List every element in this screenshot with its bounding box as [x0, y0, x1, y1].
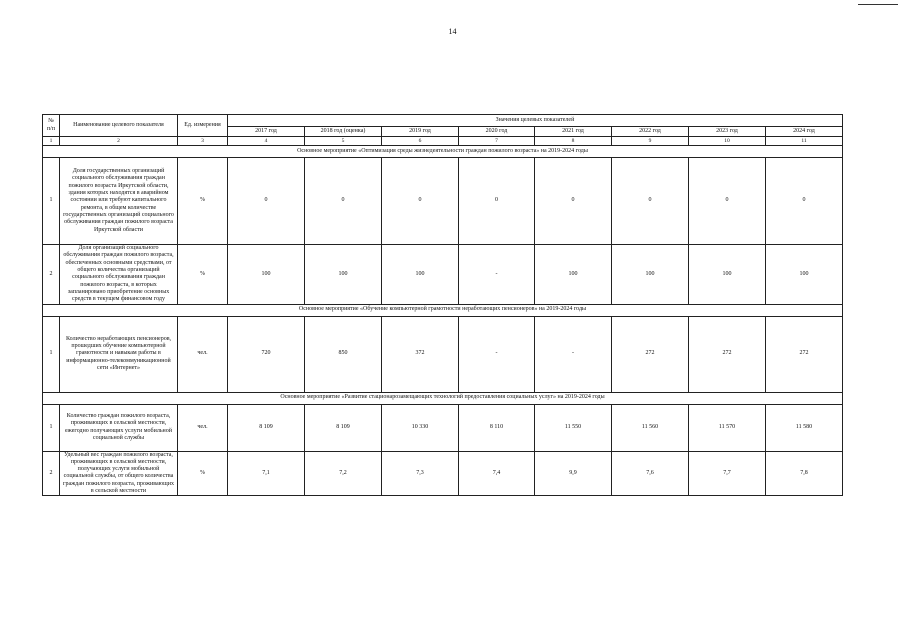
value-cell: 7,6 [612, 451, 689, 496]
value-cell: 7,1 [228, 451, 305, 496]
corner-scan-line [858, 4, 898, 5]
indicator-name: Количество неработающих пенсионеров, прошедших обучение компьютерной грамотности и навыкам работы в информационно-телекоммуникационной сети «Интернет» [60, 316, 178, 392]
column-number: 6 [382, 137, 459, 146]
value-cell: 100 [612, 245, 689, 305]
header-year: 2021 год [535, 127, 612, 137]
value-cell: 9,9 [535, 451, 612, 496]
table-row [43, 451, 843, 496]
header-row-top [43, 115, 843, 127]
value-cell: 100 [228, 245, 305, 305]
value-cell: 8 110 [459, 404, 535, 451]
table-row [43, 316, 843, 392]
section-row [43, 304, 843, 316]
header-year: 2024 год [766, 127, 843, 137]
value-cell: 11 550 [535, 404, 612, 451]
column-number: 1 [43, 137, 60, 146]
section-row [43, 146, 843, 158]
value-cell: 0 [228, 158, 305, 245]
value-cell: 7,8 [766, 451, 843, 496]
value-cell: 8 109 [305, 404, 382, 451]
value-cell: 11 580 [766, 404, 843, 451]
section-row [43, 392, 843, 404]
value-cell: 0 [459, 158, 535, 245]
table-row [43, 158, 843, 245]
column-number: 10 [689, 137, 766, 146]
value-cell: 100 [535, 245, 612, 305]
column-number: 5 [305, 137, 382, 146]
header-year: 2019 год [382, 127, 459, 137]
header-year: 2020 год [459, 127, 535, 137]
unit-cell: % [178, 245, 228, 305]
value-cell: 272 [689, 316, 766, 392]
column-number: 4 [228, 137, 305, 146]
row-number: 2 [43, 245, 60, 305]
header-year: 2022 год [612, 127, 689, 137]
column-number-row [43, 137, 843, 146]
value-cell: 7,7 [689, 451, 766, 496]
header-num: № п/п [43, 115, 60, 137]
value-cell: 0 [382, 158, 459, 245]
value-cell: 0 [535, 158, 612, 245]
column-number: 7 [459, 137, 535, 146]
row-number: 1 [43, 158, 60, 245]
value-cell: 0 [305, 158, 382, 245]
value-cell: 11 560 [612, 404, 689, 451]
header-unit: Ед. измерения [178, 115, 228, 137]
unit-cell: чел. [178, 316, 228, 392]
value-cell: 7,4 [459, 451, 535, 496]
value-cell: - [459, 316, 535, 392]
value-cell: 720 [228, 316, 305, 392]
value-cell: 10 330 [382, 404, 459, 451]
value-cell: 11 570 [689, 404, 766, 451]
value-cell: 100 [305, 245, 382, 305]
value-cell: 272 [766, 316, 843, 392]
section-title: Основное мероприятие «Развитие стационарозамещающих технологий предоставления социальных услуг» на 2019-2024 годы [43, 392, 843, 404]
value-cell: 0 [766, 158, 843, 245]
value-cell: - [535, 316, 612, 392]
row-number: 2 [43, 451, 60, 496]
column-number: 8 [535, 137, 612, 146]
value-cell: - [459, 245, 535, 305]
indicator-name: Доля организаций социального обслуживания граждан пожилого возраста, обеспеченных основными средствами, от общего количества организаций социального обслуживания граждан пожилого возраста, в которых запланировано приобретение основных средств в текущем финансовом году [60, 245, 178, 305]
value-cell: 100 [766, 245, 843, 305]
value-cell: 100 [382, 245, 459, 305]
unit-cell: чел. [178, 404, 228, 451]
header-values-group: Значения целевых показателей [228, 115, 843, 127]
value-cell: 8 109 [228, 404, 305, 451]
row-number: 1 [43, 404, 60, 451]
row-number: 1 [43, 316, 60, 392]
indicator-name: Количество граждан пожилого возраста, проживающих в сельской местности, ежегодно получающих услуги мобильной социальной службы [60, 404, 178, 451]
indicator-name: Доля государственных организаций социального обслуживания граждан пожилого возраста Иркутской области, здания которых находятся в аварийном состоянии или требуют капитального ремонта, в общем количестве государственных организаций социального обслуживания граждан пожилого возраста Иркутской области [60, 158, 178, 245]
page-number: 14 [448, 27, 457, 36]
section-title: Основное мероприятие «Обучение компьютерной грамотности неработающих пенсионеров» на 2019-2024 годы [43, 304, 843, 316]
target-indicators-table [42, 114, 843, 496]
value-cell: 7,3 [382, 451, 459, 496]
unit-cell: % [178, 451, 228, 496]
unit-cell: % [178, 158, 228, 245]
section-title: Основное мероприятие «Оптимизация среды жизнедеятельности граждан пожилого возраста» на 2019-2024 годы [43, 146, 843, 158]
value-cell: 272 [612, 316, 689, 392]
value-cell: 372 [382, 316, 459, 392]
column-number: 3 [178, 137, 228, 146]
table-row [43, 404, 843, 451]
column-number: 11 [766, 137, 843, 146]
value-cell: 0 [689, 158, 766, 245]
value-cell: 850 [305, 316, 382, 392]
value-cell: 7,2 [305, 451, 382, 496]
header-name: Наименование целевого показателя [60, 115, 178, 137]
header-year: 2023 год [689, 127, 766, 137]
indicator-name: Удельный вес граждан пожилого возраста, проживающих в сельской местности, получающих услуги мобильной социальной службы, от общего количества граждан пожилого возраста, проживающих в сельской местности [60, 451, 178, 496]
header-year: 2018 год (оценка) [305, 127, 382, 137]
value-cell: 100 [689, 245, 766, 305]
column-number: 2 [60, 137, 178, 146]
table-row [43, 245, 843, 305]
value-cell: 0 [612, 158, 689, 245]
header-year: 2017 год [228, 127, 305, 137]
column-number: 9 [612, 137, 689, 146]
